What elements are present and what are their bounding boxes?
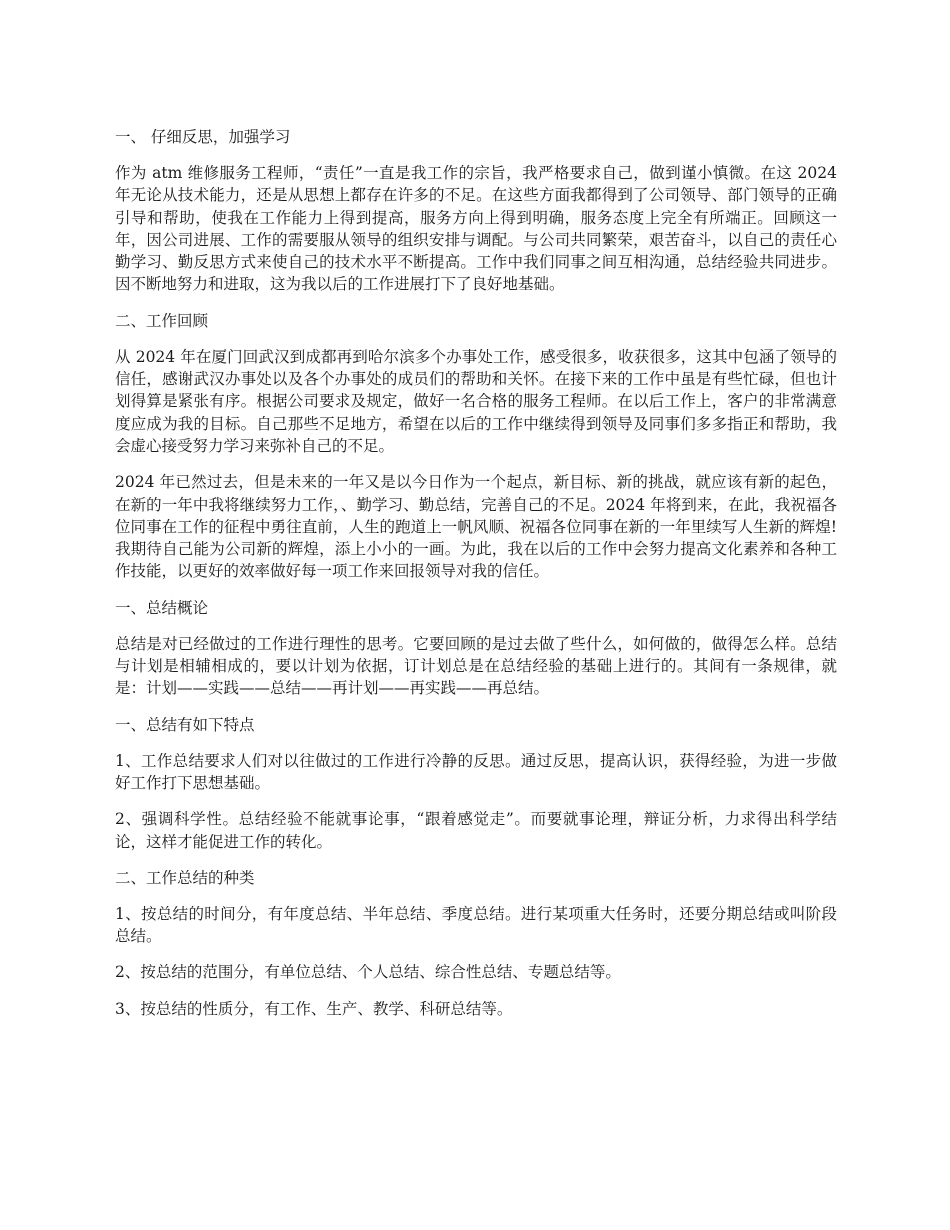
section-heading-summary-overview: 一、总结概论: [115, 598, 209, 617]
paragraph-summary-overview: 总结是对已经做过的工作进行理性的思考。它要回顾的是过去做了些什么，如何做的，做得怎么样。总结与计划是相辅相成的，要以计划为依据，订计划总是在总结经验的基础上进行的。其间有一条规律，就是：计划——实践——总结——再计划——再实践——再总结。: [115, 634, 837, 698]
paragraph-responsibility: 作为 atm 维修服务工程师，“责任”一直是我工作的宗旨，我严格要求自己，做到谨小慎微。在这 2024 年无论从技术能力，还是从思想上都存在许多的不足。在这些方面我都得到了公司领导、部门领导的正确引导和帮助，使我在工作能力上得到提高，服务方向上得到明确，服务态度上完全有所端正。回顾这一年，因公司进展、工作的需要服从领导的组织安排与调配。与公司共同繁荣，艰苦奋斗，以自己的责任心勤学习、勤反思方式来使自己的技术水平不断提高。工作中我们同事之间互相沟通，总结经验共同进步。因不断地努力和进取，这为我以后的工作进展打下了良好地基础。: [115, 164, 837, 294]
section-heading-work-review: 二、工作回顾: [115, 311, 209, 330]
paragraph-type-1: 1、按总结的时间分，有年度总结、半年总结、季度总结。进行某项重大任务时，还要分期总结或叫阶段总结。: [115, 904, 837, 946]
paragraph-new-year: 2024 年已然过去，但是未来的一年又是以今日作为一个起点，新目标、新的挑战，就应该有新的起色，在新的一年中我将继续努力工作，、勤学习、勤总结，完善自己的不足。2024 年将到来，在此，我祝福各位同事在工作的征程中勇往直前，人生的跑道上一帆风顺、祝福各位同事在新的一年里续写人生新的辉煌!我期待自己能为公司新的辉煌，添上小小的一画。为此，我在以后的工作中会努力提高文化素养和各种工作技能，以更好的效率做好每一项工作来回报领导对我的信任。: [115, 473, 837, 581]
paragraph-feature-2: 2、强调科学性。总结经验不能就事论事，“跟着感觉走”。而要就事论理，辩证分析，力求得出科学结论，这样才能促进工作的转化。: [115, 810, 837, 851]
paragraph-type-3: 3、按总结的性质分，有工作、生产、教学、科研总结等。: [115, 999, 513, 1018]
section-heading-types: 二、工作总结的种类: [115, 868, 255, 887]
paragraph-type-2: 2、按总结的范围分，有单位总结、个人总结、综合性总结、专题总结等。: [115, 963, 621, 982]
section-heading-reflection: 一、 仔细反思，加强学习: [115, 128, 291, 146]
paragraph-feature-1: 1、工作总结要求人们对以往做过的工作进行冷静的反思。通过反思，提高认识，获得经验，为进一步做好工作打下思想基础。: [115, 751, 837, 792]
paragraph-work-review: 从 2024 年在厦门回武汉到成都再到哈尔滨多个办事处工作，感受很多，收获很多，这其中包涵了领导的信任，感谢武汉办事处以及各个办事处的成员们的帮助和关怀。在接下来的工作中虽是有些忙碌，但也计划得算是紧张有序。根据公司要求及规定，做好一名合格的服务工程师。在以后工作上，客户的非常满意度应成为我的目标。自己那些不足地方，希望在以后的工作中继续得到领导及同事们多多指正和帮助，我会虚心接受努力学习来弥补自己的不足。: [115, 347, 837, 455]
document-page: [115, 126, 837, 1034]
section-heading-features: 一、总结有如下特点: [115, 715, 255, 734]
